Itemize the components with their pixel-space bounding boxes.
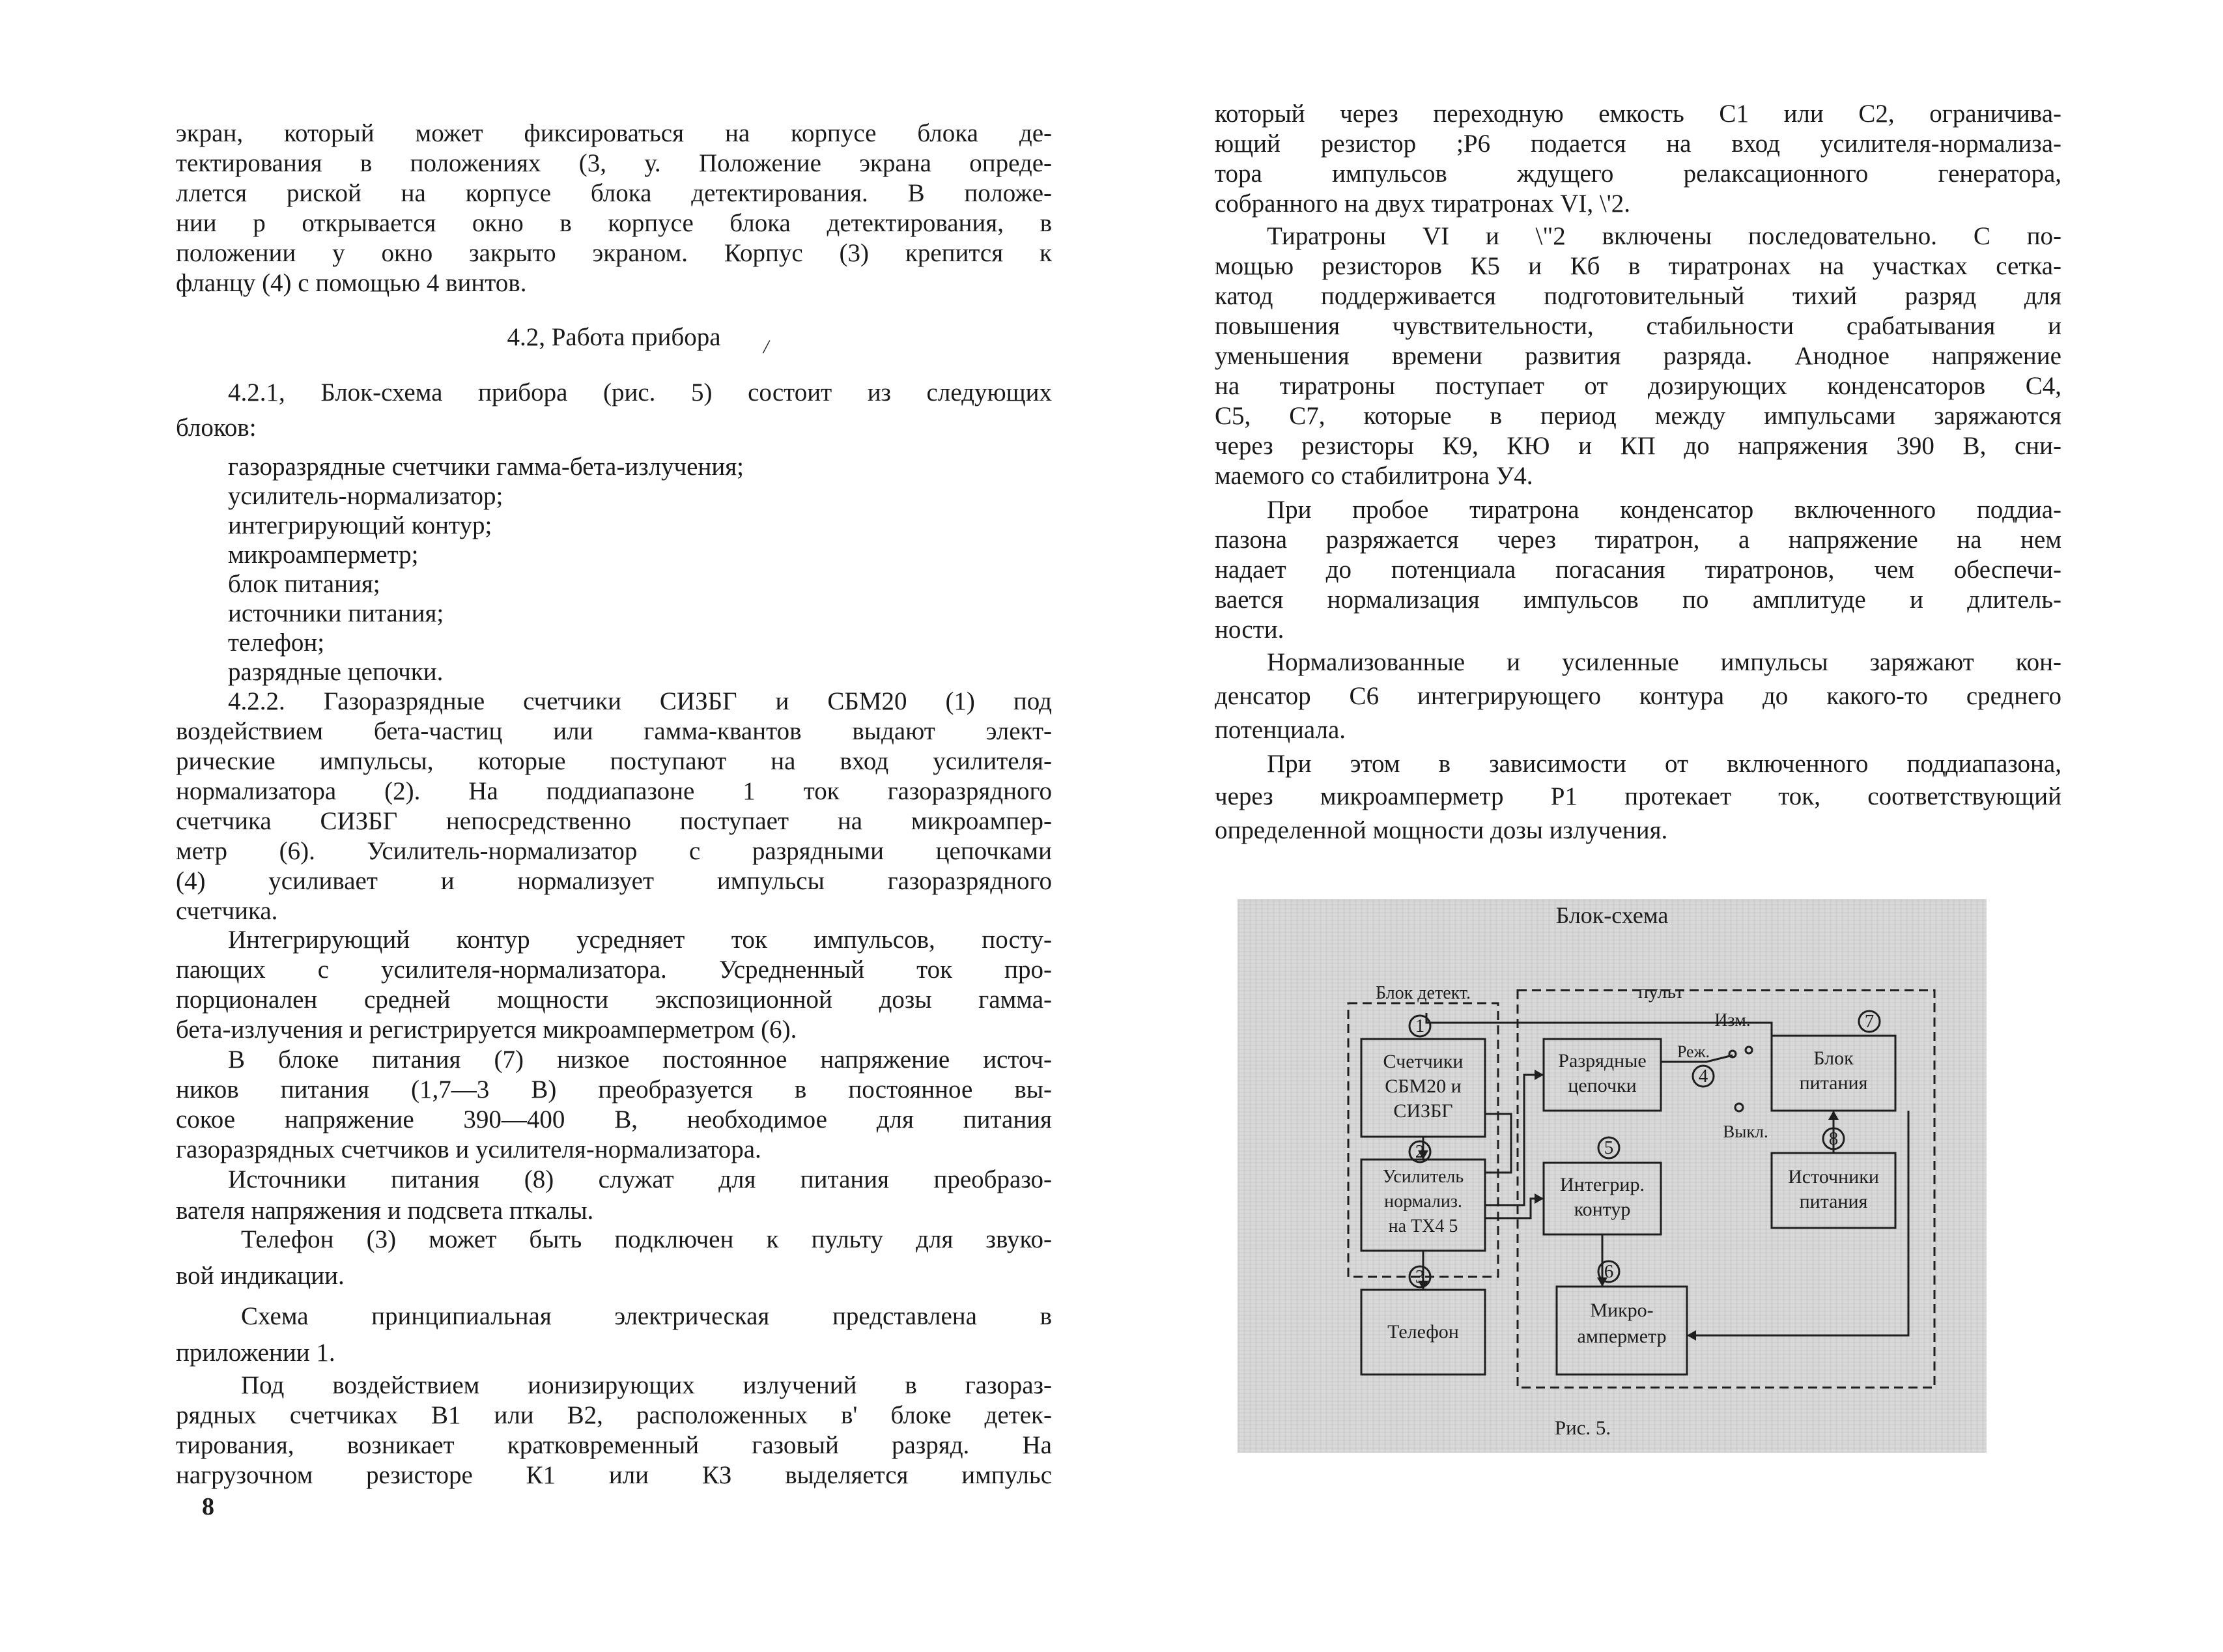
paragraph-line: мощью резисторов К5 и Кб в тиратронах на участках сетка- [1215,252,2061,280]
block-number-2: 2 [1415,1141,1425,1162]
paragraph-line: вателя напряжения и подсвета пткалы. [176,1197,594,1225]
paragraph-line: собранного на двух тиратронах VI, \'2. [1215,190,1631,218]
block-diagram-figure [1238,899,1987,1453]
paragraph-line: 4.2.2. Газоразрядные счетчики СИЗБГ и СБМ20 (1) под [228,687,1052,715]
paragraph-line: бета-излучения и регистрируется микроамперметром (6). [176,1016,797,1044]
text-line: нии р открывается окно в корпусе блока детектирования, в [176,209,1052,237]
paragraph-line: через микроамперметр Р1 протекает ток, соответствующий [1215,782,2061,810]
block-number-1: 1 [1415,1016,1425,1036]
page-number: 8 [202,1493,214,1520]
counters-label-3: СИЗБГ [1393,1100,1453,1122]
power-unit-label-2: питания [1799,1072,1868,1094]
stray-mark: / [763,336,769,358]
paragraph-line: денсатор С6 интегрирующего контура до какого-то среднего [1215,682,2061,710]
switch-label-off: Выкл. [1723,1122,1768,1141]
paragraph-line: уменьшения времени развития разряда. Анодное напряжение [1215,342,2061,370]
list-item: блок питания; [228,570,380,598]
left-page [176,0,1052,1652]
paragraph-line: Под воздействием ионизирующих излучений в газораз- [241,1371,1052,1399]
paragraph-line: на тиратроны поступает от дозирующих конденсаторов С4, [1215,372,2061,400]
switch-label-mode: Реж. [1677,1042,1710,1061]
block-number-6: 6 [1604,1261,1614,1282]
microammeter-label-2: амперметр [1577,1326,1667,1347]
switch-label-meas: Изм. [1714,1010,1751,1031]
phone-label: Телефон [1387,1321,1459,1343]
paragraph-line: Схема принципиальная электрическая представлена в [241,1302,1052,1330]
microammeter-label-1: Микро- [1590,1300,1654,1321]
paragraph-line: метр (6). Усилитель-нормализатор с разрядными цепочками [176,837,1052,865]
integrator-label-2: контур [1574,1199,1631,1220]
text-line: положении у окно закрыто экраном. Корпус (3) крепится к [176,239,1052,267]
link-power-micro [1687,1111,1908,1335]
amplifier-label-3: на ТХ4 5 [1388,1216,1458,1236]
block-number-8: 8 [1828,1128,1839,1149]
paragraph-line: катод поддерживается подготовительный тихий разряд для [1215,282,2061,310]
paragraph-line: Источники питания (8) служат для питания преобразо- [228,1165,1052,1193]
block-number-3: 3 [1415,1266,1425,1287]
paragraph-line: надает до потенциала погасания тиратронов, чем обеспечи- [1215,556,2061,584]
paragraph-line: счетчика СИЗБГ непосредственно поступает на микроампер- [176,807,1052,835]
paragraph-line: порционален средней мощности экспозиционной дозы гамма- [176,986,1052,1014]
paragraph-line: рические импульсы, которые поступают на вход усилителя- [176,747,1052,775]
figure-caption: Рис. 5. [1554,1416,1611,1439]
paragraph-line: воздействием бета-частиц или гамма-квантов выдают элект- [176,717,1052,745]
paragraph-line: вой индикации. [176,1262,345,1290]
discharge-label-1: Разрядные [1558,1050,1647,1072]
paragraph-line: который через переходную емкость С1 или С2, ограничива- [1215,100,2061,128]
integrator-label-1: Интегрир. [1559,1174,1645,1195]
text-line: фланцу (4) с помощью 4 винтов. [176,269,527,297]
list-item: источники питания; [228,599,444,627]
list-item: разрядные цепочки. [228,658,444,686]
paragraph-line: Тиратроны VI и \"2 включены последовательно. С по- [1267,222,2061,250]
paragraph-line: (4) усиливает и нормализует импульсы газоразрядного [176,867,1052,895]
console-group-label: пульт [1637,981,1684,1003]
discharge-label-2: цепочки [1568,1075,1637,1096]
paragraph-line: тора импульсов ждущего релаксационного генератора, [1215,160,2061,188]
paragraph-line: Телефон (3) может быть подключен к пульту для звуко- [241,1225,1052,1253]
paragraph-line: маемого со стабилитрона У4. [1215,462,1533,490]
power-unit-label-1: Блок [1813,1047,1854,1069]
amplifier-label-1: Усилитель [1382,1167,1464,1187]
paragraph-line: 4.2.1, Блок-схема прибора (рис. 5) состоит из следующих [228,378,1052,406]
paragraph-line: ников питания (1,7—3 В) преобразуется в постоянное вы- [176,1075,1052,1104]
block-number-5: 5 [1604,1137,1614,1158]
text-line: экран, который может фиксироваться на корпусе блока де- [176,119,1052,147]
paragraph-line: приложении 1. [176,1339,335,1367]
paragraph-line: При этом в зависимости от включенного поддиапазона, [1267,750,2061,778]
paragraph-line: пазона разряжается через тиратрон, а напряжение на нем [1215,526,2061,554]
paragraph-line: С5, С7, которые в период между импульсами заряжаются [1215,402,2061,430]
paragraph-line: через резисторы К9, КЮ и КП до напряжения 390 В, сни- [1215,432,2061,460]
detector-group-label: Блок детект. [1376,983,1471,1003]
sources-label-2: питания [1799,1191,1868,1212]
paragraph-line: рядных счетчиках В1 или В2, расположенных в' блоке детек- [176,1401,1052,1429]
paragraph-line: При пробое тиратрона конденсатор включенного поддиа- [1267,496,2061,524]
paragraph-line: нагрузочном резисторе К1 или КЗ выделяется импульс [176,1461,1052,1489]
paragraph-line: блоков: [176,414,257,442]
paragraph-line: тирования, возникает кратковременный газовый разряд. На [176,1431,1052,1459]
section-heading-text: 4.2, Работа прибора [507,323,721,351]
text-line: ллется риской на корпусе блока детектирования. В положе- [176,179,1052,207]
section-heading [176,322,1052,352]
paragraph-line: определенной мощности дозы излучения. [1215,816,1668,844]
paragraph-line: сокое напряжение 390—400 В, необходимое для питания [176,1105,1052,1133]
paragraph-line: В блоке питания (7) низкое постоянное напряжение источ- [228,1046,1052,1074]
block-number-7: 7 [1864,1011,1875,1032]
amplifier-label-2: нормализ. [1384,1191,1462,1212]
link-amp-discharge [1485,1075,1544,1205]
paragraph-line: ющий резистор ;Р6 подается на вход усилителя-нормализа- [1215,130,2061,158]
paragraph-line: газоразрядных счетчиков и усилителя-нормализатора. [176,1135,761,1163]
paragraph-line: Нормализованные и усиленные импульсы заряжают кон- [1267,648,2061,676]
paragraph-line: пающих с усилителя-нормализатора. Усредненный ток про- [176,956,1052,984]
paragraph-line: повышения чувствительности, стабильности срабатывания и [1215,312,2061,340]
figure-title: Блок-схема [1555,902,1669,928]
list-item: интегрирующий контур; [228,511,492,539]
paragraph-line: ности. [1215,616,1284,644]
counters-label-1: Счетчики [1383,1051,1464,1072]
list-item: телефон; [228,629,325,657]
block-number-4: 4 [1698,1066,1708,1087]
paragraph-line: нормализатора (2). На поддиапазоне 1 ток газоразрядного [176,777,1052,805]
sources-label-1: Источники [1788,1166,1879,1188]
paragraph-line: потенциала. [1215,716,1346,744]
list-item: усилитель-нормализатор; [228,482,503,510]
list-item: газоразрядные счетчики гамма-бета-излучения; [228,453,744,481]
paragraph-line: счетчика. [176,897,278,925]
paragraph-line: вается нормализация импульсов по амплитуде и длитель- [1215,586,2061,614]
list-item: микроамперметр; [228,541,419,569]
counters-label-2: СБМ20 и [1385,1075,1462,1097]
text-line: тектирования в положениях (3, у. Положение экрана опреде- [176,149,1052,177]
paragraph-line: Интегрирующий контур усредняет ток импульсов, посту- [228,926,1052,954]
